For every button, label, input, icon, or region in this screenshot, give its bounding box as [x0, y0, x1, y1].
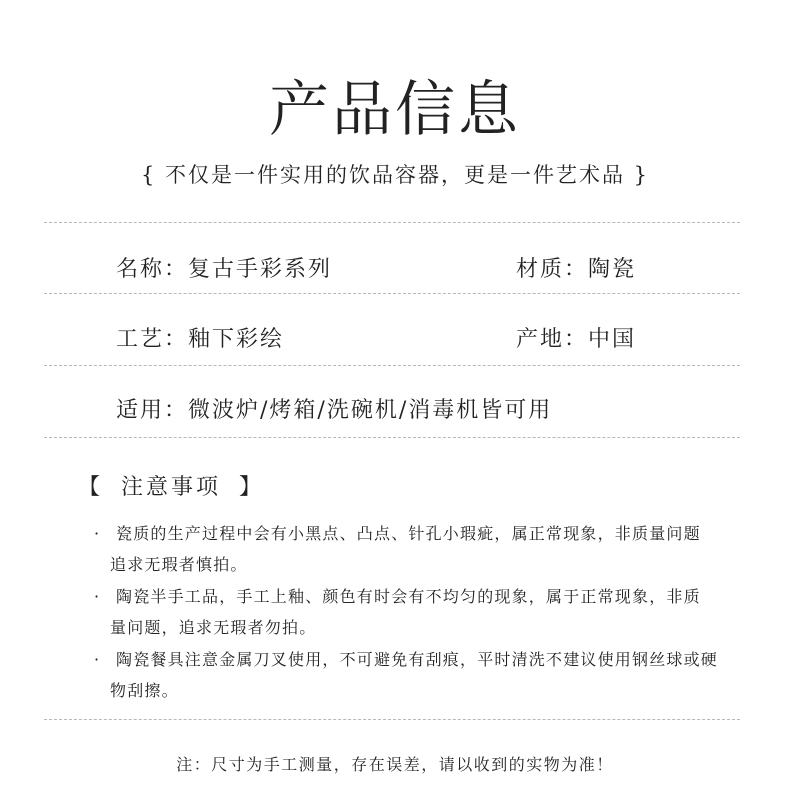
note-item — [94, 518, 764, 580]
page-subtitle: { 不仅是一件实用的饮品容器，更是一件艺术品 } — [140, 163, 650, 187]
bullet: · — [94, 524, 101, 543]
divider — [44, 437, 740, 438]
note-item — [94, 581, 764, 643]
notes-heading-text: 注意事项 — [121, 475, 222, 500]
divider — [44, 222, 740, 223]
note-item — [94, 644, 764, 706]
note-line: 量问题，追求无瑕者勿拍。 — [110, 618, 317, 637]
bullet: · — [94, 650, 101, 669]
spec-origin: 产地：中国 — [516, 327, 637, 352]
notes-open-bracket: 【 — [78, 475, 104, 500]
divider — [44, 293, 740, 294]
spec-usage: 适用：微波炉/烤箱/洗碗机/消毒机皆可用 — [116, 398, 553, 423]
divider — [44, 365, 740, 366]
note-line: 陶瓷餐具注意金属刀叉使用，不可避免有刮痕，平时清洗不建议使用钢丝球或硬 — [116, 650, 719, 669]
notes-close-bracket: 】 — [239, 475, 265, 500]
page-title: 产品信息 — [269, 75, 521, 145]
divider — [44, 719, 740, 720]
note-line: 陶瓷半手工品，手工上釉、颜色有时会有不均匀的现象，属于正常现象，非质 — [116, 587, 701, 606]
note-line: 追求无瑕者慎拍。 — [110, 555, 248, 574]
spec-material: 材质：陶瓷 — [516, 257, 637, 282]
note-line: 物刮擦。 — [110, 681, 179, 700]
note-line: 瓷质的生产过程中会有小黑点、凸点、针孔小瑕疵，属正常现象，非质量问题 — [116, 524, 701, 543]
notes-heading — [78, 472, 264, 504]
bullet: · — [94, 587, 101, 606]
footer-note: 注：尺寸为手工测量，存在误差，请以收到的实物为准！ — [176, 755, 614, 774]
spec-craft: 工艺：釉下彩绘 — [116, 327, 285, 352]
spec-name: 名称：复古手彩系列 — [116, 257, 333, 282]
